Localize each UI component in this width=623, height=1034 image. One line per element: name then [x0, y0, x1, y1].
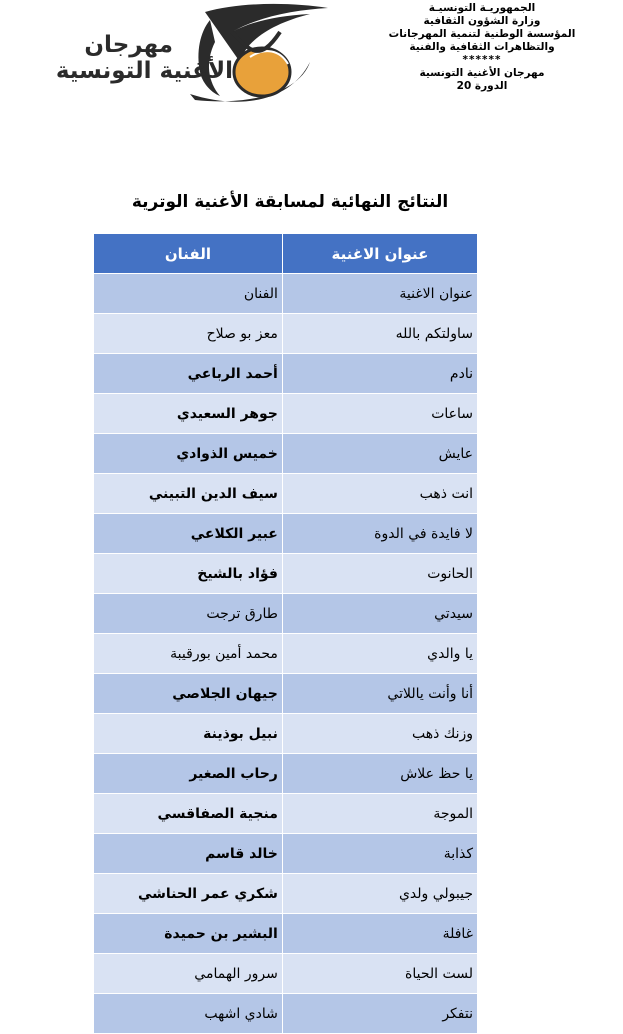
header-ministry: وزارة الشؤون الثقافية [423, 15, 541, 27]
cell-song: عنوان الاغنية [282, 274, 477, 314]
cell-artist: شكري عمر الحناشي [94, 874, 282, 914]
cell-song: نتفكر [282, 994, 477, 1034]
header-edition: الدورة 20 [456, 80, 508, 92]
logo-text [18, 32, 233, 84]
table-row [94, 354, 477, 394]
logo-line-1: مهرجان [84, 32, 173, 58]
cell-artist: خالد قاسم [94, 834, 282, 874]
cell-artist: جوهر السعيدي [94, 394, 282, 434]
table-header-row [94, 234, 477, 274]
table-row [94, 834, 477, 874]
table-row [94, 954, 477, 994]
cell-song: الحانوت [282, 554, 477, 594]
results-table [94, 234, 477, 1034]
cell-song: سيدتي [282, 594, 477, 634]
header-institution: المؤسسة الوطنية لتنمية المهرجانات [388, 28, 576, 40]
table-row [94, 434, 477, 474]
cell-song: كذابة [282, 834, 477, 874]
cell-artist: الفنان [94, 274, 282, 314]
table-row [94, 514, 477, 554]
table-row [94, 314, 477, 354]
cell-artist: رحاب الصغير [94, 754, 282, 794]
cell-song: جيبولي ولدي [282, 874, 477, 914]
table-row [94, 874, 477, 914]
table-row [94, 274, 477, 314]
header-stars: ****** [462, 54, 502, 66]
cell-artist: عبير الكلاعي [94, 514, 282, 554]
table-row [94, 474, 477, 514]
table-row [94, 914, 477, 954]
table-row [94, 594, 477, 634]
logo-line-2: الأغنية التونسية [55, 58, 233, 84]
cell-song: يا والدي [282, 634, 477, 674]
cell-artist: معز بو صلاح [94, 314, 282, 354]
page-title: النتائج النهائية لمسابقة الأغنية الوترية [131, 192, 449, 212]
table-row [94, 394, 477, 434]
table-row [94, 994, 477, 1034]
table-row [94, 794, 477, 834]
festival-logo [10, 2, 330, 110]
cell-song: أنا وأنت ياللاتي [282, 674, 477, 714]
cell-artist: نبيل بوذينة [94, 714, 282, 754]
cell-artist: سيف الدين التبيني [94, 474, 282, 514]
table-row [94, 714, 477, 754]
header-republic: الجمهوريـة التونسيـة [428, 2, 536, 14]
cell-artist: منجية الصفاقسي [94, 794, 282, 834]
table-row [94, 634, 477, 674]
ministry-header [357, 2, 607, 93]
cell-song: لست الحياة [282, 954, 477, 994]
cell-song: وزنك ذهب [282, 714, 477, 754]
cell-artist: البشير بن حميدة [94, 914, 282, 954]
cell-artist: شادي اشهب [94, 994, 282, 1034]
cell-song: نادم [282, 354, 477, 394]
cell-artist: محمد أمين بورقيبة [94, 634, 282, 674]
cell-artist: طارق ترجت [94, 594, 282, 634]
header-festival: مهرجان الأغنية التونسية [419, 67, 545, 79]
cell-song: لا فايدة في الدوة [282, 514, 477, 554]
table-row [94, 554, 477, 594]
cell-song: غافلة [282, 914, 477, 954]
cell-song: ساولتكم بالله [282, 314, 477, 354]
cell-song: عايش [282, 434, 477, 474]
table-row [94, 754, 477, 794]
cell-song: ساعات [282, 394, 477, 434]
header-institution-cont: والتظاهرات الثقافية والفنية [409, 41, 555, 53]
cell-artist: فؤاد بالشيخ [94, 554, 282, 594]
cell-artist: سرور الهمامي [94, 954, 282, 994]
cell-artist: أحمد الرباعي [94, 354, 282, 394]
cell-artist: جيهان الجلاصي [94, 674, 282, 714]
column-header-artist: الفنان [94, 234, 282, 274]
table-row [94, 674, 477, 714]
cell-song: الموجة [282, 794, 477, 834]
column-header-song: عنوان الاغنية [282, 234, 477, 274]
cell-song: يا حظ علاش [282, 754, 477, 794]
cell-song: انت ذهب [282, 474, 477, 514]
cell-artist: خميس الذوادي [94, 434, 282, 474]
